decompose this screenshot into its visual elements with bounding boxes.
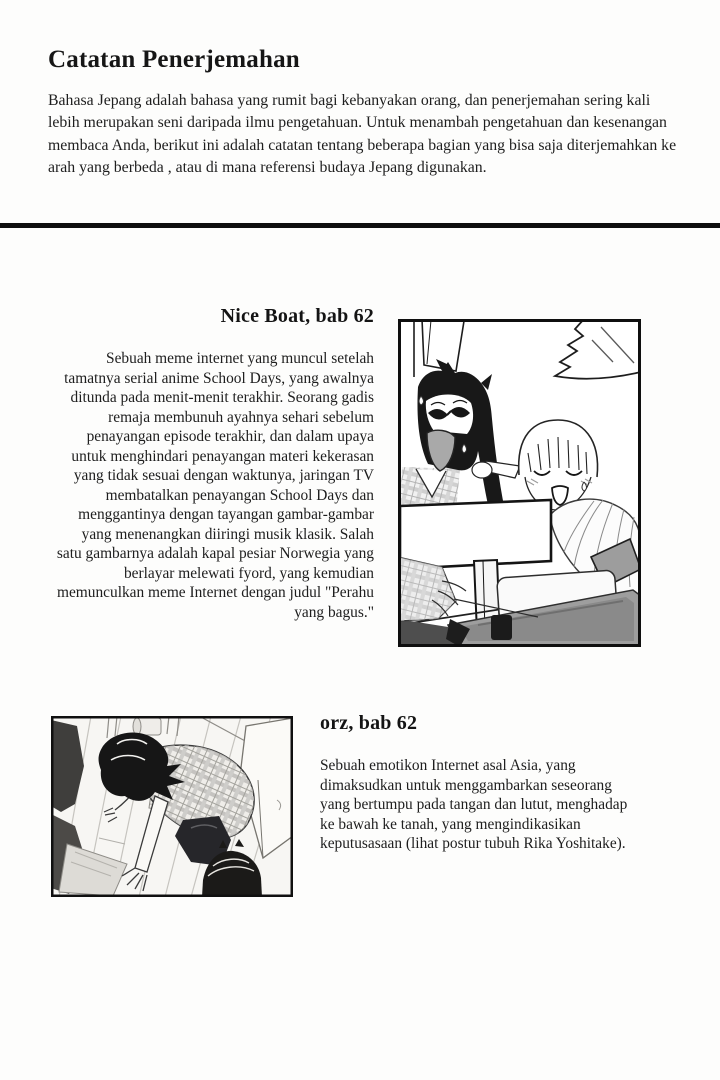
nice-boat-body: Sebuah meme internet yang muncul setelah tamatnya serial anime School Days, yang awalnya ditunda pada menit-menit terakhir. Seorang gadis remaja membunuh ayahnya sehari sebelum penayangan episode terakhir, dan dalam upaya untuk menghindari penayangan materi kekerasan yang tidak sesuai dengan waktunya, jaringan TV membatalkan penayangan School Days dan menggantinya dengan tayangan gambar-gambar yang menenangkan diiringi musik klasik. Salah satu gambarnya adalah kapal pesiar Norwegia yang berlayar melewati fyord, yang kemudian memunculkan meme Internet dengan judul "Perahu yang bagus."	[56, 350, 374, 621]
intro-paragraph: Bahasa Jepang adalah bahasa yang rumit bagi kebanyakan orang, dan penerjemahan sering kali lebih merupakan seni daripada ilmu pengetahuan. Untuk menambah pengetahuan dan kesenangan membaca Anda, berikut ini adalah catatan tentang beberapa bagian yang bisa saja diterjemahkan ke arah yang berbeda , atau di mana referensi budaya Jepang digunakan.	[48, 92, 677, 177]
nice-boat-manga-panel	[398, 319, 641, 647]
section-nice-boat	[56, 305, 374, 622]
section-orz	[320, 712, 640, 854]
nice-boat-panel-illustration	[398, 319, 641, 647]
nice-boat-heading: Nice Boat, bab 62	[220, 305, 374, 327]
orz-body: Sebuah emotikon Internet asal Asia, yang dimaksudkan untuk menggambarkan seseorang yang bertumpu pada tangan dan lutut, menghadap ke bawah ke tanah, yang mengindikasikan keputusasaan (lihat postur tubuh Rika Yoshitake).	[320, 757, 628, 852]
orz-panel-illustration	[51, 716, 293, 897]
page-title: Catatan Penerjemahan	[48, 46, 300, 73]
orz-heading: orz, bab 62	[320, 712, 418, 734]
orz-manga-panel	[51, 716, 293, 897]
section-divider	[0, 223, 720, 228]
